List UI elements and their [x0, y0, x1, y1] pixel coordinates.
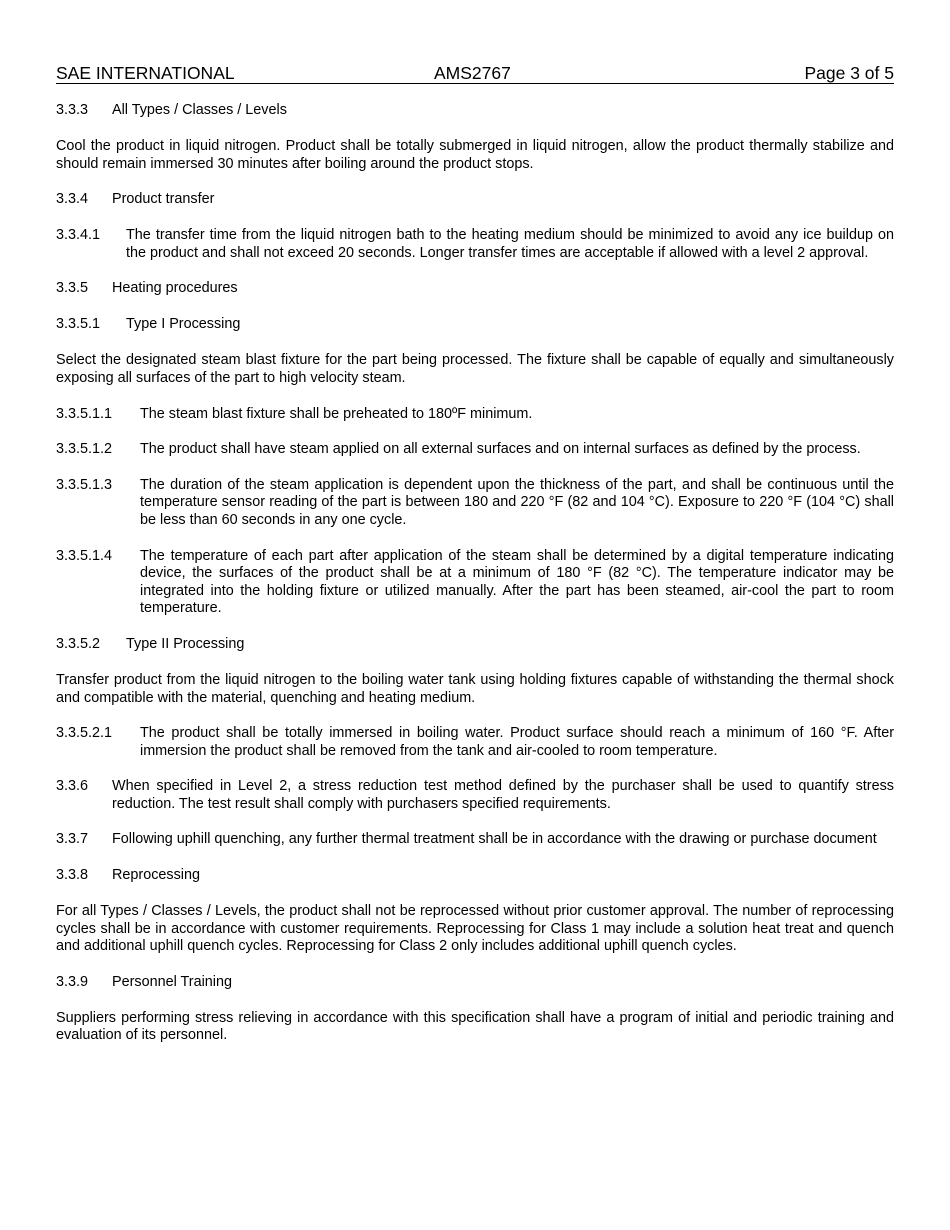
item-number: 3.3.5.1.4: [56, 547, 113, 564]
section-heading-3-3-5: [56, 280, 894, 298]
item-text: The product shall have steam applied on all external surfaces and on internal surfaces as defined by the process.: [140, 441, 861, 458]
header-document-number: AMS2767: [434, 63, 511, 83]
section-title: Product transfer: [112, 191, 215, 208]
paragraph: Transfer product from the liquid nitrogen to the boiling water tank using holding fixtures capable of withstanding the thermal shock and compatible with the material, quenching and heating medium.: [56, 671, 894, 706]
item-text: The temperature of each part after application of the steam shall be determined by a digital temperature indicating device, the surfaces of the product shall be at a minimum of 180 °F (82 °C). The temperature indicator may be integrated into the holding fixture or utilized manually. After the part has been steamed, air-cool the part to room temperature.: [140, 547, 894, 617]
item-text: Following uphill quenching, any further thermal treatment shall be in accordance with the drawing or purchase document: [112, 831, 877, 848]
numbered-item-3-3-5-1-2: [56, 441, 894, 459]
section-heading-3-3-5-2: [56, 636, 894, 654]
section-number: 3.3.5.1: [56, 316, 101, 333]
item-number: 3.3.5.1.3: [56, 476, 113, 493]
section-title: All Types / Classes / Levels: [112, 102, 287, 118]
page-header: [56, 64, 894, 84]
section-title: Personnel Training: [112, 973, 232, 990]
section-number: 3.3.4: [56, 191, 89, 208]
paragraph: Select the designated steam blast fixture for the part being processed. The fixture shall be capable of equally and simultaneously exposing all surfaces of the part to high velocity steam.: [56, 352, 894, 386]
section-number: 3.3.9: [56, 973, 89, 990]
section-title: Heating procedures: [112, 280, 238, 297]
item-number: 3.3.4.1: [56, 227, 101, 244]
item-text: The product shall be totally immersed in boiling water. Product surface should reach a minimum of 160 °F. After immersion the product shall be removed from the tank and air-cooled to room temperature.: [140, 725, 894, 759]
section-heading-3-3-4: [56, 191, 894, 209]
section-title: Type I Processing: [126, 316, 241, 333]
section-heading-3-3-8: [56, 867, 894, 885]
section-heading-3-3-9: [56, 974, 894, 992]
item-number: 3.3.5.1.2: [56, 441, 113, 458]
header-organization: SAE INTERNATIONAL: [56, 63, 235, 83]
paragraph: For all Types / Classes / Levels, the product shall not be reprocessed without prior customer approval. The number of reprocessing cycles shall be in accordance with customer requirements. Reprocessing for Class 1 may include a solution heat treat and quench and additional uphill quench cycles. Reprocessing for Class 2 only includes additional uphill quench cycles.: [56, 903, 894, 955]
item-number: 3.3.5.2.1: [56, 725, 113, 742]
item-text: The transfer time from the liquid nitrogen bath to the heating medium should be minimized to avoid any ice buildup on the product and shall not exceed 20 seconds. Longer transfer times are acceptable if allowed with a level 2 approval.: [126, 227, 894, 261]
paragraph: Suppliers performing stress relieving in accordance with this specification shall have a program of initial and periodic training and evaluation of its personnel.: [56, 1009, 894, 1044]
numbered-item-3-3-5-1-3: [56, 477, 894, 530]
header-page-number: Page 3 of 5: [804, 63, 894, 83]
section-number: 3.3.5.2: [56, 635, 101, 652]
section-number: 3.3.8: [56, 867, 89, 884]
item-text: When specified in Level 2, a stress reduction test method defined by the purchaser shall be used to quantify stress reduction. The test result shall comply with purchasers specified requirements.: [112, 778, 894, 812]
numbered-item-3-3-5-2-1: [56, 725, 894, 760]
paragraph: Cool the product in liquid nitrogen. Product shall be totally submerged in liquid nitrogen, allow the product thermally stabilize and should remain immersed 30 minutes after boiling around the product stops.: [56, 138, 894, 172]
item-number: 3.3.6: [56, 778, 89, 795]
section-heading-3-3-3: [56, 102, 894, 120]
numbered-item-3-3-5-1-4: [56, 548, 894, 618]
numbered-item-3-3-7: [56, 831, 894, 849]
section-title: Reprocessing: [112, 867, 200, 884]
item-number: 3.3.5.1.1: [56, 405, 113, 422]
item-number: 3.3.7: [56, 831, 89, 848]
section-heading-3-3-5-1: [56, 316, 894, 334]
numbered-item-3-3-6: [56, 778, 894, 813]
document-body: [56, 102, 894, 1063]
section-title: Type II Processing: [126, 635, 245, 652]
item-text: The steam blast fixture shall be preheated to 180ºF minimum.: [140, 405, 533, 422]
section-number: 3.3.5: [56, 280, 89, 297]
section-number: 3.3.3: [56, 102, 89, 118]
numbered-item-3-3-5-1-1: [56, 406, 894, 424]
item-text: The duration of the steam application is dependent upon the thickness of the part, and shall be continuous until the temperature sensor reading of the part is between 180 and 220 °F (82 and 104 °C). Exposure to 220 °F (104 °C) shall be less than 60 seconds in any one cycle.: [140, 476, 894, 528]
numbered-item-3-3-4-1: [56, 227, 894, 262]
